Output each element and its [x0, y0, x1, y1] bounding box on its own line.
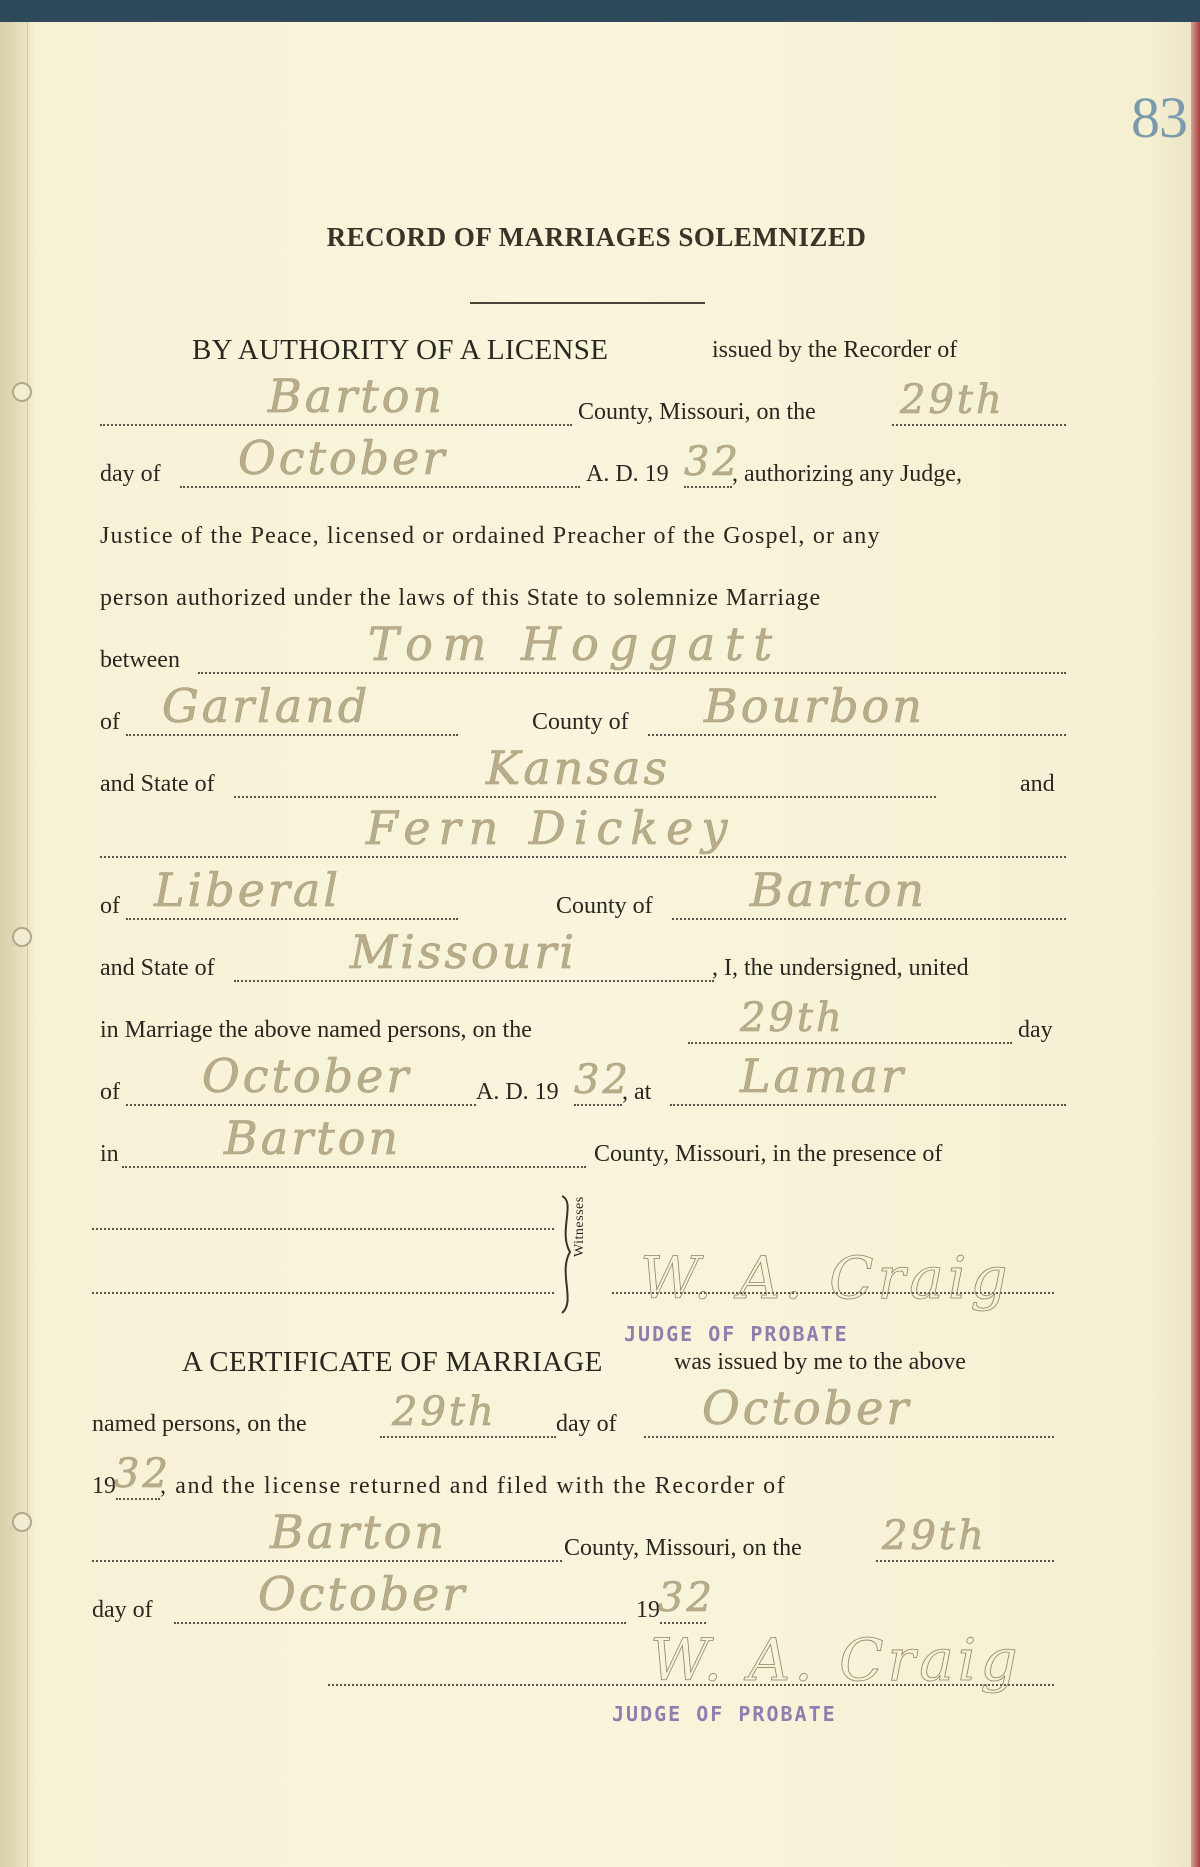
- certificate-row-2: [92, 1381, 1054, 1446]
- license-row-5: [100, 576, 1068, 620]
- marriage-county: Barton: [224, 1111, 402, 1165]
- page-edge: [1191, 22, 1200, 1867]
- in-marriage-text: in Marriage the above named persons, on the: [100, 1017, 532, 1043]
- license-text-line: Justice of the Peace, licensed or ordained Preacher of the Gospel, or any: [100, 523, 881, 549]
- of-text: of: [100, 893, 120, 919]
- dotted-line: [180, 486, 580, 488]
- certificate-signature: W. A. Craig: [650, 1626, 1022, 1694]
- day-text: day: [1018, 1017, 1053, 1043]
- certificate-issued-text: was issued by me to the above: [674, 1349, 966, 1375]
- authorizing-text: , authorizing any Judge,: [732, 461, 962, 487]
- of-text: of: [100, 709, 120, 735]
- dotted-line: [122, 1166, 586, 1168]
- page-number: 83: [1131, 85, 1187, 150]
- dotted-line: [672, 918, 1066, 920]
- witnesses-label: Witnesses: [572, 1196, 587, 1257]
- in-text: in: [100, 1141, 119, 1167]
- and-text: and: [1020, 771, 1055, 797]
- license-text-line: person authorized under the laws of this State to solemnize Marriage: [100, 585, 822, 611]
- license-row-3: [100, 431, 1068, 496]
- judge-signature: W. A. Craig: [640, 1244, 1012, 1312]
- license-row-13: [100, 1049, 1068, 1114]
- dotted-line: [100, 856, 1066, 858]
- named-on-text: named persons, on the: [92, 1411, 307, 1437]
- certificate-stamp: JUDGE OF PROBATE: [612, 1702, 837, 1726]
- dotted-line: [670, 1104, 1066, 1106]
- license-row-6: [100, 617, 1068, 682]
- county-missouri-text: County, Missouri, on the: [564, 1535, 802, 1561]
- witness-line[interactable]: [92, 1292, 554, 1294]
- dotted-line: [126, 734, 458, 736]
- year-prefix: 19: [92, 1473, 116, 1499]
- dotted-line: [892, 424, 1066, 426]
- dotted-line: [116, 1498, 160, 1500]
- certificate-intro: A CERTIFICATE OF MARRIAGE: [182, 1346, 603, 1378]
- license-month: October: [238, 431, 448, 485]
- binding-hole: [12, 1512, 32, 1532]
- record-page: [0, 22, 1193, 1867]
- between-text: between: [100, 647, 180, 673]
- ad-text: A. D. 19: [586, 461, 669, 487]
- of-text: of: [100, 1079, 120, 1105]
- bride-town: Liberal: [154, 863, 342, 917]
- state-of-text: and State of: [100, 955, 215, 981]
- filed-county: Barton: [270, 1505, 448, 1559]
- dotted-line: [234, 980, 714, 982]
- dotted-line: [174, 1622, 626, 1624]
- dotted-line: [126, 918, 458, 920]
- issued-by-text: issued by the Recorder of: [712, 337, 958, 363]
- license-year: 32: [684, 439, 741, 485]
- dotted-line: [198, 672, 1066, 674]
- filed-month: October: [258, 1567, 468, 1621]
- bride-state: Missouri: [350, 925, 578, 979]
- groom-state: Kansas: [486, 741, 671, 795]
- undersigned-text: , I, the undersigned, united: [712, 955, 969, 981]
- license-row-1: [100, 328, 1068, 372]
- marriage-month: October: [202, 1049, 412, 1103]
- dotted-line: [644, 1436, 1054, 1438]
- judge-stamp: JUDGE OF PROBATE: [624, 1322, 849, 1346]
- dotted-line: [92, 1560, 562, 1562]
- license-row-7: [100, 679, 1068, 744]
- witness-line[interactable]: [92, 1228, 554, 1230]
- license-row-10: [100, 863, 1068, 928]
- binding-hole: [12, 927, 32, 947]
- state-of-text: and State of: [100, 771, 215, 797]
- groom-town: Garland: [162, 679, 371, 733]
- license-row-4: [100, 514, 1068, 558]
- dotted-line: [660, 1622, 706, 1624]
- day-of-text: day of: [92, 1597, 153, 1623]
- bride-name: Fern Dickey: [366, 801, 736, 855]
- page-title: RECORD OF MARRIAGES SOLEMNIZED: [326, 222, 867, 252]
- license-row-8: [100, 741, 1068, 806]
- dotted-line: [380, 1436, 556, 1438]
- day-of-text: day of: [556, 1411, 617, 1437]
- dotted-line: [684, 486, 732, 488]
- county-of-text: County of: [556, 893, 653, 919]
- dotted-line: [126, 1104, 476, 1106]
- license-date-day: 29th: [900, 377, 1005, 423]
- dotted-line: [876, 1560, 1054, 1562]
- certificate-row-3: [92, 1451, 1054, 1508]
- year-prefix: 19: [636, 1597, 660, 1623]
- dotted-line: [100, 424, 572, 426]
- license-returned-text: , and the license returned and filed with the Recorder of: [160, 1473, 787, 1499]
- filed-year: 32: [658, 1575, 715, 1621]
- dotted-line: [574, 1104, 622, 1106]
- bride-county: Barton: [750, 863, 928, 917]
- marriage-year: 32: [574, 1057, 631, 1103]
- marriage-place: Lamar: [740, 1049, 907, 1103]
- license-row-14: [100, 1111, 1068, 1176]
- at-text: , at: [622, 1079, 652, 1105]
- dotted-line: [648, 734, 1066, 736]
- binding-hole: [12, 382, 32, 402]
- county-of-text: County of: [532, 709, 629, 735]
- certificate-month: October: [702, 1381, 912, 1435]
- dotted-line: [234, 796, 936, 798]
- marriage-day: 29th: [740, 995, 845, 1041]
- ad-text: A. D. 19: [476, 1079, 559, 1105]
- filed-day: 29th: [882, 1513, 987, 1559]
- groom-county: Bourbon: [704, 679, 925, 733]
- certificate-year: 32: [114, 1451, 171, 1497]
- license-row-12: [100, 995, 1068, 1052]
- presence-of-text: County, Missouri, in the presence of: [594, 1141, 943, 1167]
- license-row-2: [100, 369, 1068, 434]
- day-of-text: day of: [100, 461, 161, 487]
- title-rule: [470, 302, 705, 304]
- groom-name: Tom Hoggatt: [368, 617, 783, 671]
- certificate-row-1: [92, 1340, 1054, 1384]
- county-missouri-text: County, Missouri, on the: [578, 399, 816, 425]
- license-county: Barton: [268, 369, 446, 423]
- dotted-line: [688, 1042, 1012, 1044]
- license-row-9: [100, 801, 1068, 866]
- certificate-day: 29th: [392, 1389, 497, 1435]
- license-intro: BY AUTHORITY OF A LICENSE: [192, 334, 609, 366]
- license-row-11: [100, 925, 1068, 990]
- certificate-row-4: [92, 1505, 1054, 1570]
